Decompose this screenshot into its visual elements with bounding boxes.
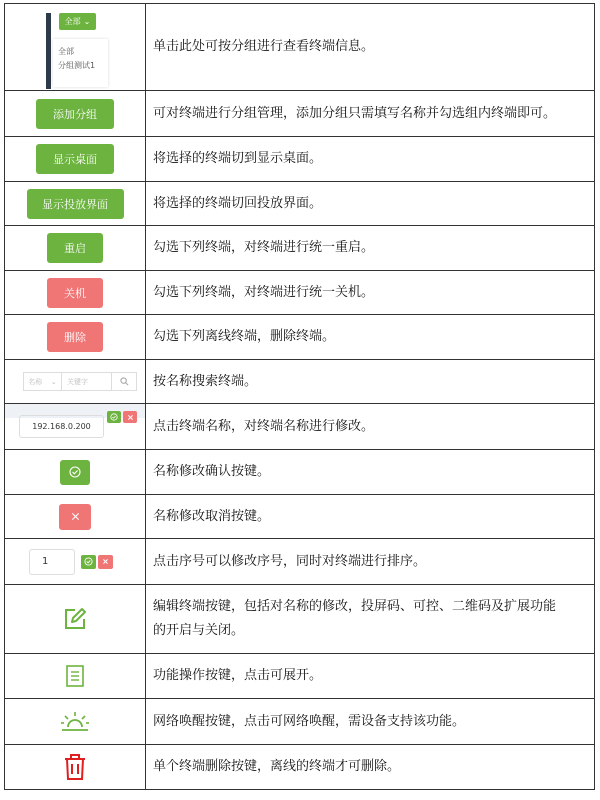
desc-edit-line2: 的开启与关闭。 <box>153 623 245 638</box>
group-menu <box>53 39 108 87</box>
show-cast-button[interactable]: 显示投放界面 <box>27 189 124 219</box>
desc-rename-confirm: 名称修改确认按键。 <box>146 450 595 495</box>
shutdown-button[interactable]: 关机 <box>47 278 103 308</box>
desc-list: 功能操作按键，点击可展开。 <box>146 654 595 699</box>
sidebar-bar <box>46 13 51 89</box>
check-icon <box>110 413 118 421</box>
search-icon[interactable] <box>111 373 136 390</box>
add-group-button[interactable]: 添加分组 <box>36 99 114 129</box>
cancel-mini-button[interactable] <box>123 411 137 423</box>
desc-delete: 勾选下列离线终端，删除终端。 <box>146 315 595 360</box>
chevron-down-icon: ⌄ <box>83 17 91 26</box>
help-table <box>4 3 595 790</box>
group-dropdown-cell <box>5 4 146 91</box>
close-icon <box>102 558 109 565</box>
search-bar <box>23 372 137 391</box>
rename-cancel-button[interactable] <box>59 504 91 530</box>
desc-wake: 网络唤醒按键，点击可网络唤醒，需设备支持该功能。 <box>146 699 595 745</box>
sequence-confirm-button[interactable] <box>81 555 96 569</box>
close-icon <box>127 414 134 421</box>
show-desktop-button[interactable]: 显示桌面 <box>36 144 114 174</box>
group-select[interactable] <box>59 13 96 30</box>
desc-show-desktop: 将选择的终端切到显示桌面。 <box>146 137 595 182</box>
desc-show-cast: 将选择的终端切回投放界面。 <box>146 182 595 226</box>
desc-sequence: 点击序号可以修改序号，同时对终端进行排序。 <box>146 539 595 585</box>
desc-search: 按名称搜索终端。 <box>146 360 595 404</box>
desc-add-group: 可对终端进行分组管理，添加分组只需填写名称并勾选组内终端即可。 <box>146 91 595 137</box>
search-field-label: 名称 <box>28 377 43 386</box>
check-icon <box>84 557 93 566</box>
search-input[interactable]: 关键字 <box>67 377 88 386</box>
search-field-select[interactable] <box>24 373 62 390</box>
edit-icon[interactable] <box>63 607 87 631</box>
terminal-name-input[interactable]: 192.168.0.200 <box>19 415 104 438</box>
desc-group-filter: 单击此处可按分组进行查看终端信息。 <box>146 4 595 91</box>
chevron-down-icon: ⌄ <box>50 377 57 386</box>
wake-icon[interactable] <box>60 711 90 733</box>
desc-trash: 单个终端删除按键，离线的终端才可删除。 <box>146 745 595 790</box>
group-option-all[interactable]: 全部 <box>58 47 74 56</box>
trash-icon[interactable] <box>63 753 87 781</box>
desc-restart: 勾选下列终端，对终端进行统一重启。 <box>146 226 595 271</box>
group-select-value: 全部 <box>64 17 81 26</box>
check-icon <box>69 466 81 478</box>
desc-edit <box>146 585 595 654</box>
desc-edit-line1: 编辑终端按键，包括对名称的修改，投屏码、可控、二维码及扩展功能 <box>153 599 557 614</box>
close-icon <box>71 512 80 521</box>
sequence-input[interactable]: 1 <box>29 549 75 575</box>
list-icon[interactable] <box>66 665 84 687</box>
delete-button[interactable]: 删除 <box>47 322 103 352</box>
confirm-mini-button[interactable] <box>107 411 121 423</box>
desc-rename: 点击终端名称，对终端名称进行修改。 <box>146 404 595 450</box>
rename-confirm-button[interactable] <box>60 460 90 485</box>
desc-rename-cancel: 名称修改取消按键。 <box>146 495 595 539</box>
restart-button[interactable]: 重启 <box>47 233 103 263</box>
group-option-test1[interactable]: 分组测试1 <box>58 61 96 70</box>
desc-shutdown: 勾选下列终端，对终端进行统一关机。 <box>146 271 595 315</box>
sequence-cancel-button[interactable] <box>98 555 113 569</box>
